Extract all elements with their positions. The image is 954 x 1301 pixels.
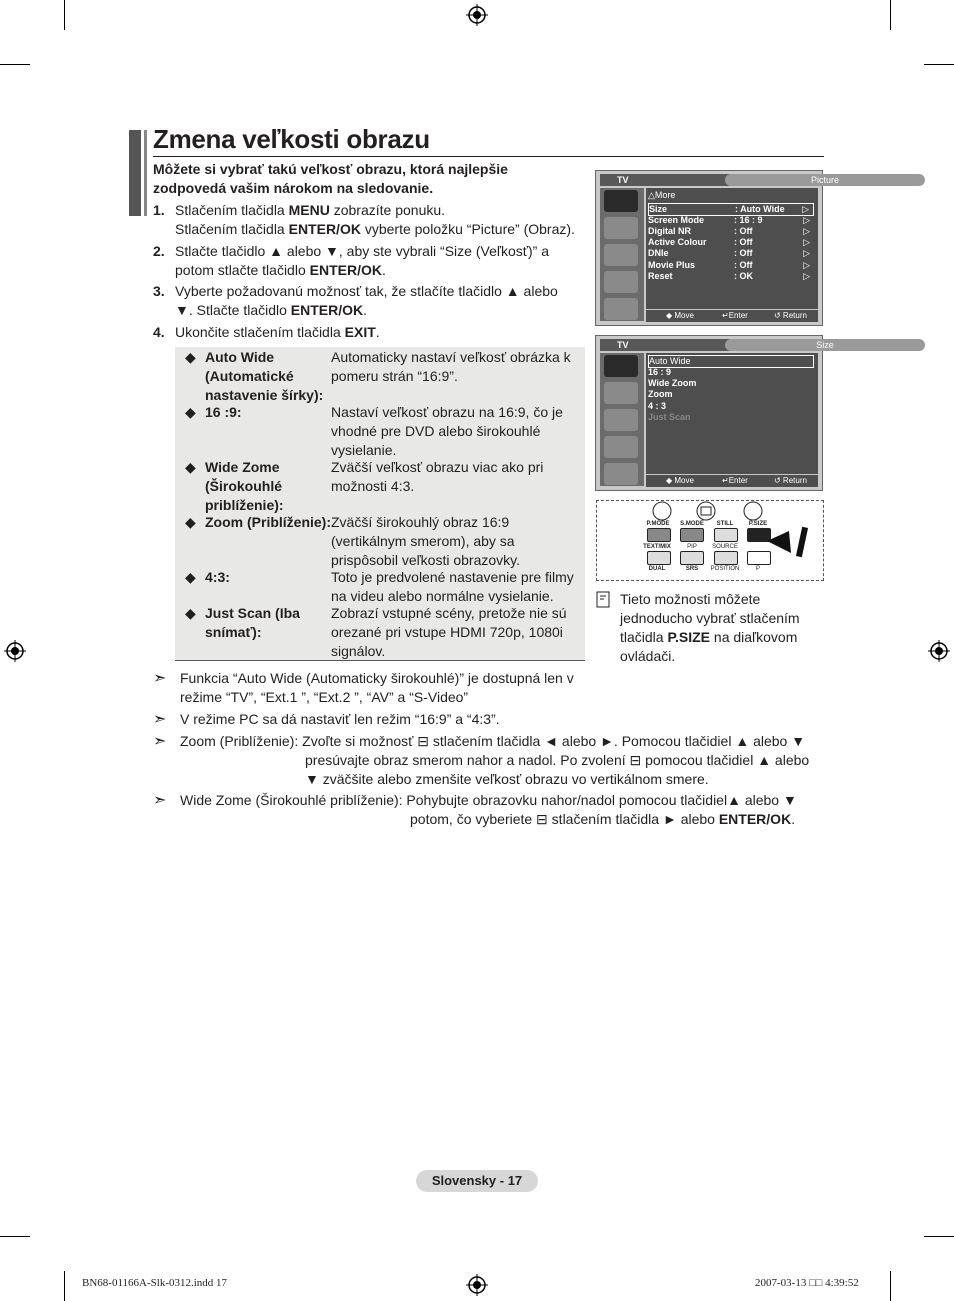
remote-label: TEXT/MIX (643, 544, 671, 550)
registration-mark-icon (466, 4, 488, 26)
crop-mark (924, 1236, 954, 1237)
title-divider (153, 156, 824, 157)
osd-footer: ◆ Move ↵Enter ↺ Return (646, 310, 818, 322)
remote-label: SRS (685, 566, 699, 572)
osd-size-just-scan: Just Scan (648, 412, 691, 422)
page-title: Zmena veľkosti obrazu (153, 124, 430, 154)
remote-label: P.MODE (646, 521, 670, 527)
crop-mark (64, 1271, 65, 1301)
pointing-hand-icon (765, 523, 815, 559)
step-3: 3. Vyberte požadovanú možnosť tak, že stlačíte tlačidlo ▲ alebo ▼. Stlačte tlačidlo ENTER/OK. (153, 283, 558, 318)
tip-note-icon (596, 591, 611, 608)
osd-row-movie-plus: Movie Plus : Off ▷ (648, 260, 810, 270)
remote-label: SOURCE (712, 544, 738, 550)
note-arrow-icon: ➣ (153, 711, 167, 728)
step-4: 4. Ukončite stlačením tlačidla EXIT. (153, 324, 380, 340)
remote-key (714, 551, 738, 565)
intro-text: Môžete si vybrať takú veľkosť obrazu, ktorá najlepšie zodpovedá vašim nárokom na sledovanie. (153, 161, 508, 196)
crop-mark (0, 1236, 30, 1237)
osd-row-active-colour: Active Colour : Off ▷ (648, 237, 810, 247)
size-options-table: ◆ Auto Wide (Automatické nastavenie šírky): Automaticky nastaví veľkosť obrázka k pomeru strán “16:9”. ◆ 16 :9: Nastaví veľkosť obrazu na 16:9, čo je vhodné pre DVD alebo širokouhlé vysielanie. ◆ Wide Zome (Širokouhlé priblíženie): Zväčší veľkosť obrazu viac ako pri možnosti 4:3. ◆ Zoom (Priblíženie): Zväčší širokouhlý obraz 16:9 (vertikálnym smerom), aby sa prispôsobil veľkosti obrazovky. ◆ 4:3: Toto je predvolené nastavenie pre filmy na videu alebo normálne vysielanie. ◆ Just Scan (Iba snímať): Zobrazí vstupné scény, pretože nie sú orezané pri vstupe HDMI 720p, 1080i signálov. (175, 347, 585, 661)
registration-mark-icon (4, 640, 26, 662)
osd-row-reset: Reset : OK ▷ (648, 271, 810, 281)
osd-sidebar (600, 188, 644, 321)
page-number-badge: Slovensky - 17 (416, 1170, 538, 1192)
channel-icon (604, 244, 638, 266)
channel-icon (604, 409, 638, 431)
osd-row-digital-nr: Digital NR : Off ▷ (648, 226, 810, 236)
remote-label: POSITION (710, 566, 740, 572)
sound-icon (604, 382, 638, 404)
remote-key (647, 551, 671, 565)
remote-label: DUAL (648, 566, 666, 572)
note-arrow-icon: ➣ (153, 670, 167, 687)
remote-key (714, 528, 738, 542)
step-1: 1. Stlačením tlačidla MENU zobrazíte ponuku. Stlačením tlačidla ENTER/OK vyberte položku “Picture” (Obraz). (153, 202, 575, 237)
osd-footer: ◆ Move ↵Enter ↺ Return (646, 475, 818, 487)
osd-panel (646, 188, 818, 309)
remote-button-circle-icon (742, 501, 764, 521)
crop-mark (0, 64, 30, 65)
osd-header-size: Size (725, 339, 925, 351)
print-slug-left: BN68-01166A-Slk-0312.indd 17 (82, 1277, 228, 1289)
remote-control-illustration (596, 500, 824, 581)
input-icon (604, 463, 638, 485)
diamond-bullet-icon: ◆ (185, 349, 196, 365)
diamond-bullet-icon: ◆ (185, 605, 196, 621)
osd-header-picture: Picture (725, 174, 925, 186)
picture-icon (604, 355, 638, 377)
print-slug-right: 2007-03-13 □□ 4:39:52 (755, 1277, 859, 1289)
osd-row-dnie: DNIe : Off ▷ (648, 248, 810, 258)
remote-key (680, 551, 704, 565)
diamond-bullet-icon: ◆ (185, 404, 196, 420)
osd-size-16-9: 16 : 9 (648, 367, 672, 377)
diamond-bullet-icon: ◆ (185, 569, 196, 585)
crop-mark (924, 64, 954, 65)
crop-mark (890, 0, 891, 30)
title-accent-bar (144, 130, 147, 216)
step-2: 2. Stlačte tlačidlo ▲ alebo ▼, aby ste vybrali “Size (Veľkosť)” a potom stlačte tlačidlo ENTER/OK. (153, 243, 549, 278)
remote-label-psize: P.SIZE (748, 521, 768, 527)
diamond-bullet-icon: ◆ (185, 514, 196, 530)
setup-icon (604, 436, 638, 458)
sound-icon (604, 217, 638, 239)
remote-label: PIP (687, 544, 697, 550)
registration-mark-icon (466, 1274, 488, 1296)
remote-label: STILL (716, 521, 734, 527)
crop-mark (64, 0, 65, 30)
crop-mark (890, 1271, 891, 1301)
remote-label: S.MODE (680, 521, 704, 527)
remote-key (680, 528, 704, 542)
osd-picture-menu: TV Picture △More Size : Auto Wide ▷ Screen Mode : 16 : 9 ▷ Digital NR : Off ▷ Active Colour : Off ▷ DNIe : Off ▷ Movie Plus : Off ▷ Reset : OK ▷ ◆ Move ↵Enter ↺ Return (595, 170, 823, 326)
remote-label: P (755, 566, 760, 572)
osd-panel (646, 353, 818, 474)
osd-row-screen-mode: Screen Mode : 16 : 9 ▷ (648, 215, 810, 225)
remote-button-teletext-icon (695, 501, 717, 521)
psize-tip-text: Tieto možnosti môžete jednoducho vybrať stlačením tlačidla P.SIZE na diaľkovom ovládači. (620, 591, 800, 664)
remote-button-circle-icon (651, 501, 673, 521)
osd-sidebar (600, 353, 644, 486)
osd-size-wide-zoom: Wide Zoom (648, 378, 697, 388)
osd-size-menu: TV Size Auto Wide 16 : 9 Wide Zoom Zoom 4 : 3 Just Scan ◆ Move ↵Enter ↺ Return (595, 335, 823, 491)
osd-size-zoom: Zoom (648, 389, 673, 399)
picture-icon (604, 190, 638, 212)
registration-mark-icon (928, 640, 950, 662)
remote-key (647, 528, 671, 542)
note-arrow-icon: ➣ (153, 733, 167, 750)
diamond-bullet-icon: ◆ (185, 459, 196, 475)
note-arrow-icon: ➣ (153, 792, 167, 809)
input-icon (604, 298, 638, 320)
osd-row-size: Size : Auto Wide ▷ (648, 203, 814, 216)
osd-size-auto-wide: Auto Wide (648, 355, 814, 368)
osd-more: △More (648, 190, 676, 200)
setup-icon (604, 271, 638, 293)
title-accent-bar (129, 130, 141, 216)
osd-size-4-3: 4 : 3 (648, 401, 667, 411)
